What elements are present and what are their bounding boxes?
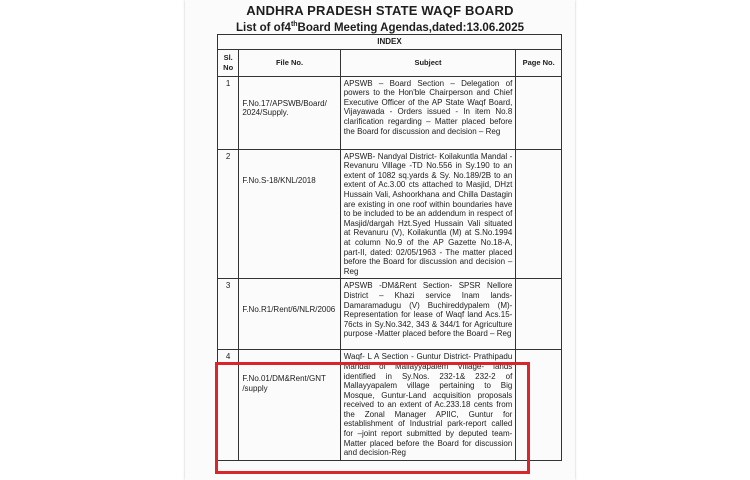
row-file <box>239 279 340 350</box>
document-title: ANDHRA PRADESH STATE WAQF BOARD <box>246 3 514 18</box>
row-sl: 1 <box>218 76 239 149</box>
row-file <box>239 76 340 149</box>
row-file-text: F.No.R1/Rent/6/NLR/2006 <box>242 305 336 315</box>
subtitle-suffix: Board Meeting Agendas,dated:13.06.2025 <box>297 21 524 34</box>
document-header <box>185 4 575 35</box>
table-row <box>218 149 562 279</box>
row-subject: APSWB- Nandyal District- Koilakuntla Mandal - Revanuru Village -TD No.556 in Sy.190 to an extent of 1082 sq.yards & Sy. No.189/2B to an extent of Ac.3.00 cts attached to Masjid, DHzt Hussain Vali, Ashoorkhana and Chilla Dastagin are existing in one roof within boundaries have to be included to be an addendum in respect of Masjid/dargah Hzt.Syed Hussain Vali situated at Revanuru (V), Koilakuntla (M) at S.No.1994 at column No.9 of the AP Gazette No.18-A, part-II, dated: 02/05/1963 - The matter placed before the Board for discussion and decision –Reg <box>340 149 516 279</box>
row-subject: APSWB – Board Section – Delegation of powers to the Hon'ble Chairperson and Chief Executive Officer of the AP State Waqf Board, Vijayawada - Orders issued - In item No.8 clarification regarding – Matter placed before the Board for discussion and decision – Reg <box>340 76 516 149</box>
row-page <box>516 76 562 149</box>
col-sl-no: Sl. No <box>218 49 239 76</box>
row-sl: 3 <box>218 279 239 350</box>
row-subject: APSWB -DM&Rent Section- SPSR Nellore District – Khazi service Inam lands- Damaramadugu (V) Buchireddypalem (M)- Representation for lease of Waqf land Acs.15-76cts in Sy.No.342, 343 & 344/1 for Agriculture purpose -Matter placed before the Board – Reg <box>340 279 516 350</box>
highlight-box <box>215 362 530 474</box>
table-row <box>218 76 562 149</box>
row-sl: 2 <box>218 149 239 279</box>
row-file-text: F.No.S-18/KNL/2018 <box>242 175 316 185</box>
row-subject: Waqf- L A Section - Guntur District- Prathipadu Mandal of Mallayyapalem Village- lands identified in Sy.Nos. 232-1& 232-2 of Mallayyapalem village pertaining to Big Mosque, Guntur-Land acquisition proposals received to an extent of Ac.233.18 cents from the Zonal Manager APIIC, Guntur for establishment of Industrial park-report called for –joint report submitted by deputed team- Matter placed before the Board for discussion and decision-Reg <box>340 350 516 461</box>
subtitle-sup: th <box>290 21 298 28</box>
row-file-text: F.No.17/APSWB/Board/ 2024/Supply. <box>242 98 327 118</box>
row-sl: 4 <box>218 350 239 461</box>
table-row <box>218 279 562 350</box>
subtitle-prefix: List of of4 <box>235 21 291 34</box>
col-page-no: Page No. <box>516 49 562 76</box>
col-subject: Subject <box>340 49 516 76</box>
row-page <box>516 279 562 350</box>
index-label: INDEX <box>218 35 562 50</box>
document-subtitle <box>185 18 575 35</box>
row-page <box>516 149 562 279</box>
row-file <box>239 149 340 279</box>
col-file-no: File No. <box>239 49 340 76</box>
row-file-text: F.No.01/DM&Rent/GNT /supply <box>242 374 326 393</box>
